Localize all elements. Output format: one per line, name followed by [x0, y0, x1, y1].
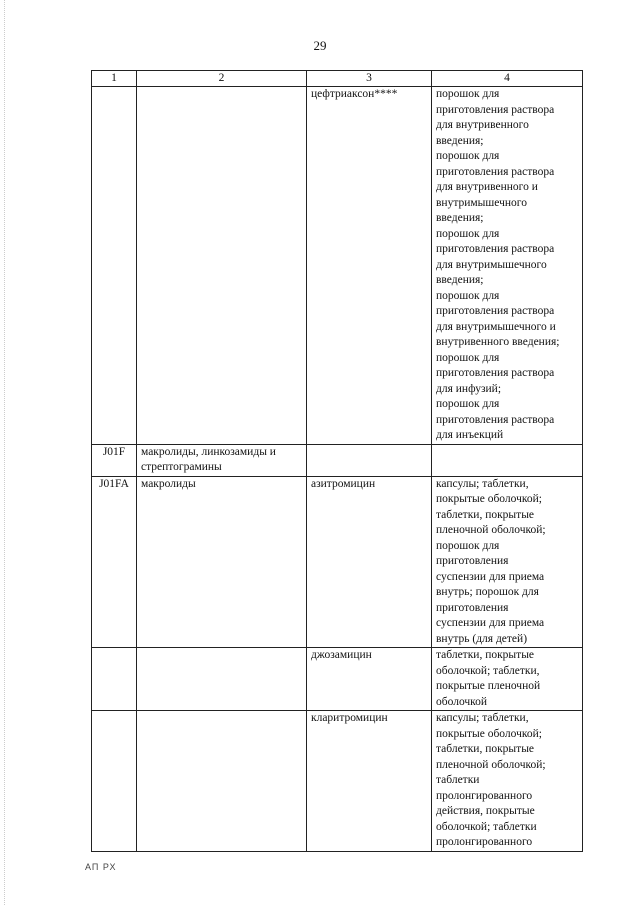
table-row — [92, 444, 583, 476]
dosage-form-line: порошок для — [436, 150, 500, 162]
dosage-forms — [432, 444, 583, 476]
dosage-form-line: капсулы; таблетки, — [436, 712, 529, 724]
drug-name: джозамицин — [307, 648, 432, 711]
dosage-form-line: пленочной оболочкой; — [436, 758, 546, 771]
dosage-form-line: порошок для — [436, 289, 500, 302]
dosage-forms — [432, 648, 583, 711]
dosage-form-line: введения; — [436, 212, 484, 224]
dosage-form-line: приготовления раствора — [436, 305, 555, 317]
dosage-form-line: действия, покрытые — [436, 805, 535, 817]
drug-table — [91, 70, 583, 852]
table-row — [92, 711, 583, 852]
dosage-form-line: суспензии для приема — [436, 570, 545, 583]
atc-code: J01FA — [92, 476, 137, 648]
dosage-form-line: для внутривенного — [436, 119, 529, 131]
dosage-form-line: оболочкой — [436, 695, 488, 708]
table-header-row — [92, 71, 583, 87]
table-row — [92, 648, 583, 711]
dosage-form-line: суспензии для приема — [436, 617, 545, 629]
dosage-form-line: порошок для — [436, 351, 500, 364]
dosage-form-line: внутримышечного — [436, 196, 527, 209]
dosage-form-line: приготовления раствора — [436, 413, 555, 426]
group-name: макролиды, линкозамиды и стрептограмины — [137, 444, 307, 476]
atc-code — [92, 711, 137, 852]
table-row — [92, 476, 583, 648]
dosage-form-line: оболочкой; таблетки, — [436, 664, 540, 677]
drug-name: цефтриаксон**** — [307, 87, 432, 445]
footer-mark: АП РХ — [85, 862, 117, 872]
dosage-forms — [432, 87, 583, 445]
dosage-forms — [432, 476, 583, 648]
dosage-form-line: для инъекций — [436, 429, 504, 441]
dosage-form-line: порошок для — [436, 88, 500, 100]
dosage-form-line: приготовления — [436, 601, 509, 614]
column-header-2: 2 — [137, 71, 307, 87]
dosage-form-line: пленочной оболочкой; — [436, 524, 546, 536]
dosage-form-line: капсулы; таблетки, — [436, 477, 529, 490]
dosage-form-line: приготовления — [436, 555, 509, 567]
dosage-form-line: таблетки — [436, 774, 480, 786]
drug-name: азитромицин — [307, 476, 432, 648]
dosage-form-line: оболочкой; таблетки — [436, 820, 537, 833]
dosage-form-line: порошок для — [436, 227, 500, 240]
dosage-form-line: для внутривенного и — [436, 181, 538, 193]
dosage-form-line: приготовления раствора — [436, 367, 555, 379]
column-header-1: 1 — [92, 71, 137, 87]
dosage-form-line: введения; — [436, 274, 484, 286]
dosage-form-line: для внутримышечного — [436, 258, 547, 271]
atc-code — [92, 648, 137, 711]
dosage-form-line: порошок для — [436, 398, 500, 410]
group-name: макролиды — [137, 476, 307, 648]
dosage-form-line: порошок для — [436, 539, 500, 552]
page-number: 29 — [313, 38, 327, 53]
dosage-form-line: пролонгированного — [436, 789, 533, 802]
dosage-form-line: таблетки, покрытые — [436, 508, 535, 521]
table-row — [92, 87, 583, 445]
dosage-form-line: покрытые пленочной — [436, 680, 541, 692]
dosage-form-line: для инфузий; — [436, 382, 502, 395]
dosage-form-line: пролонгированного — [436, 836, 533, 848]
scan-margin — [4, 0, 6, 905]
dosage-forms — [432, 711, 583, 852]
dosage-form-line: приготовления раствора — [436, 103, 555, 116]
dosage-form-line: покрытые оболочкой; — [436, 727, 542, 740]
dosage-form-line: покрытые оболочкой; — [436, 493, 542, 505]
dosage-form-line: приготовления раствора — [436, 243, 555, 255]
dosage-form-line: таблетки, покрытые — [436, 743, 535, 755]
atc-code: J01F — [92, 444, 137, 476]
group-name — [137, 648, 307, 711]
dosage-form-line: приготовления раствора — [436, 165, 555, 178]
dosage-form-line: внутривенного введения; — [436, 336, 560, 348]
dosage-form-line: таблетки, покрытые — [436, 649, 535, 661]
group-name — [137, 711, 307, 852]
column-header-4: 4 — [432, 71, 583, 87]
column-header-3: 3 — [307, 71, 432, 87]
drug-name — [307, 444, 432, 476]
group-name — [137, 87, 307, 445]
atc-code — [92, 87, 137, 445]
dosage-form-line: для внутримышечного и — [436, 320, 556, 333]
dosage-form-line: введения; — [436, 134, 484, 147]
drug-name: кларитромицин — [307, 711, 432, 852]
dosage-form-line: внутрь; порошок для — [436, 586, 539, 598]
dosage-form-line: внутрь (для детей) — [436, 632, 528, 645]
